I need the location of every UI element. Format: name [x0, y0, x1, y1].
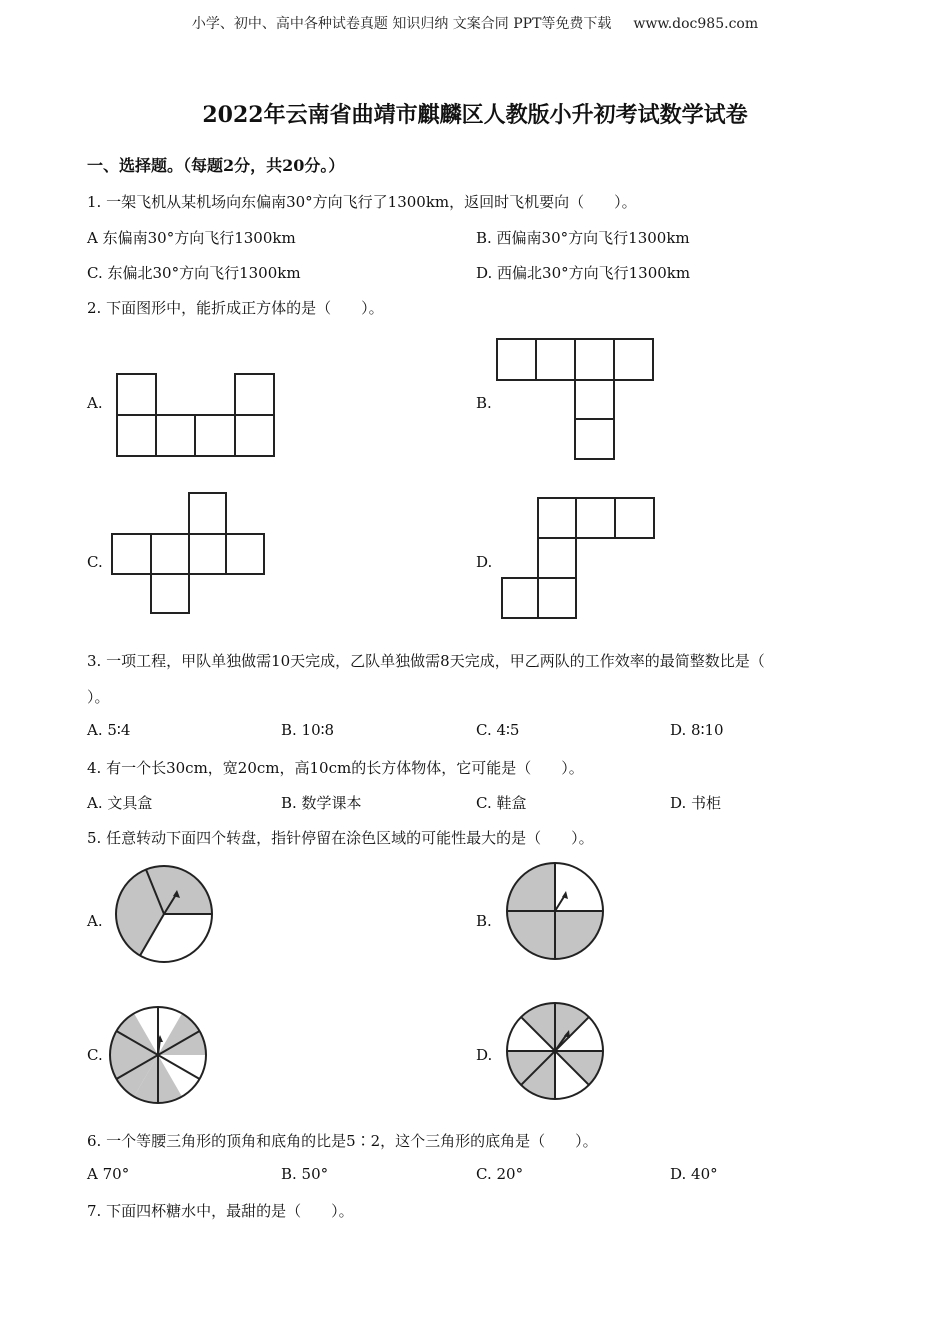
q2-option-b: B.	[476, 394, 492, 412]
q6-option-a: A 70°	[87, 1165, 130, 1183]
q3-option-b: B. 10∶8	[281, 721, 335, 739]
page-header	[0, 13, 950, 33]
q2-option-a: A.	[87, 394, 103, 412]
q2-option-d: D.	[476, 553, 493, 571]
question-3-line2: ）。	[87, 688, 110, 706]
q5-option-a: A.	[87, 912, 103, 930]
q4-option-b: B. 数学课本	[281, 794, 362, 812]
page-title: 2022年云南省曲靖市麒麟区人教版小升初考试数学试卷	[202, 102, 748, 128]
q1-option-d: D. 西偏北30°方向飞行1300km	[476, 264, 691, 282]
q4-option-d: D. 书柜	[670, 794, 722, 812]
q5-option-c: C.	[87, 1046, 103, 1064]
question-2: 2. 下面图形中，能折成正方体的是（ ）。	[87, 299, 384, 317]
q3-option-d: D. 8∶10	[670, 721, 724, 739]
question-4: 4. 有一个长30cm，宽20cm，高10cm的长方体物体，它可能是（ ）。	[87, 759, 584, 777]
q4-option-a: A. 文具盒	[87, 794, 153, 812]
question-7: 7. 下面四杯糖水中，最甜的是（ ）。	[87, 1202, 354, 1220]
question-6: 6. 一个等腰三角形的顶角和底角的比是5∶2，这个三角形的底角是（ ）。	[87, 1132, 598, 1150]
question-5: 5. 任意转动下面四个转盘，指针停留在涂色区域的可能性最大的是（ ）。	[87, 829, 594, 847]
question-3-line1: 3. 一项工程，甲队单独做需10天完成，乙队单独做需8天完成，甲乙两队的工作效率的最简整数比是（	[87, 652, 765, 670]
q6-option-c: C. 20°	[476, 1165, 524, 1183]
q4-option-c: C. 鞋盒	[476, 794, 527, 812]
q1-option-b: B. 西偏南30°方向飞行1300km	[476, 229, 690, 247]
question-1: 1. 一架飞机从某机场向东偏南30°方向飞行了1300km，返回时飞机要向（ ）。	[87, 193, 637, 211]
q2-net-c	[110, 491, 268, 617]
q5-option-d: D.	[476, 1046, 493, 1064]
q5-spinner-a	[113, 863, 215, 965]
q3-option-a: A. 5∶4	[87, 721, 131, 739]
q5-spinner-b	[504, 860, 606, 962]
header-text: 小学、初中、高中各种试卷真题 知识归纳 文案合同 PPT等免费下载	[191, 16, 612, 32]
q5-spinner-c	[107, 1004, 209, 1106]
q1-option-c: C. 东偏北30°方向飞行1300km	[87, 264, 301, 282]
q6-option-b: B. 50°	[281, 1165, 329, 1183]
q2-option-c: C.	[87, 553, 103, 571]
section-heading: 一、选择题。（每题2分，共20分。）	[87, 156, 345, 175]
q5-spinner-d	[504, 1000, 606, 1102]
q2-net-d	[500, 496, 660, 622]
q2-net-a	[115, 372, 277, 462]
q6-option-d: D. 40°	[670, 1165, 718, 1183]
q1-option-a: A 东偏南30°方向飞行1300km	[87, 229, 296, 247]
q3-option-c: C. 4∶5	[476, 721, 520, 739]
q5-option-b: B.	[476, 912, 492, 930]
header-site-link[interactable]: www.doc985.com	[633, 16, 759, 32]
q2-net-b	[495, 337, 657, 463]
